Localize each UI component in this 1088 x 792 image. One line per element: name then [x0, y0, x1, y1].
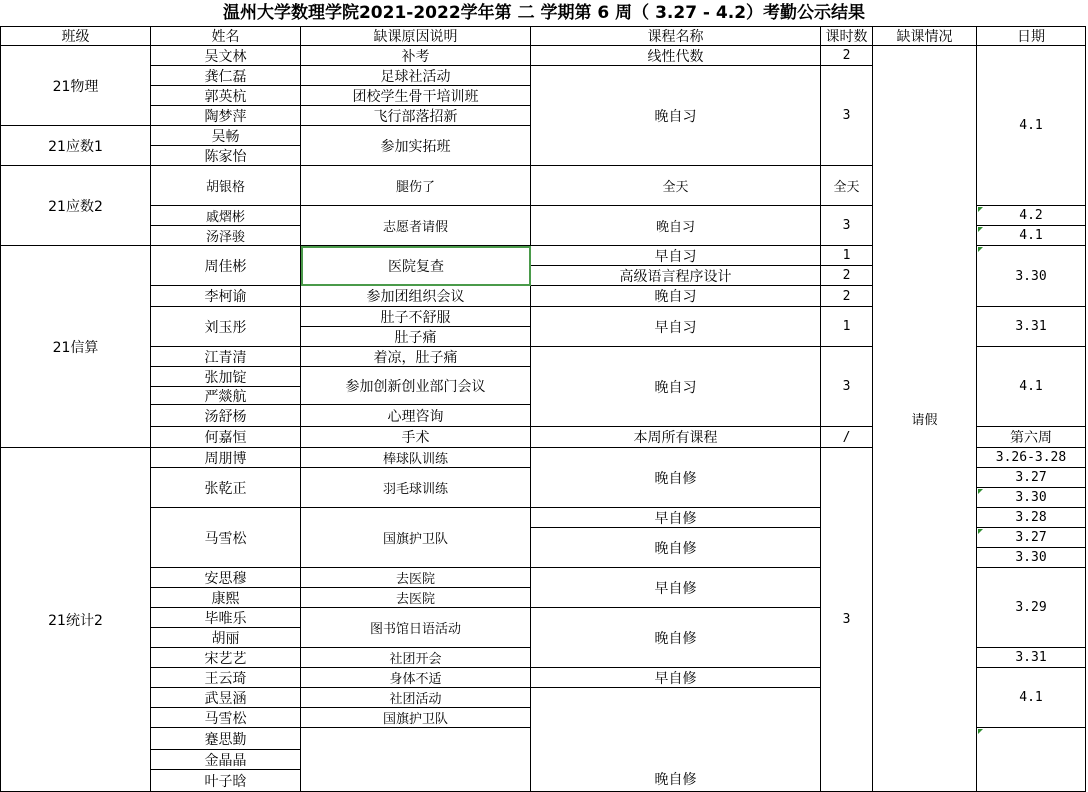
- date-cell[interactable]: 3.31: [977, 648, 1086, 668]
- reason-cell[interactable]: 着凉，肚子痛: [301, 347, 531, 367]
- hours-cell[interactable]: 全天: [821, 166, 873, 206]
- course-cell[interactable]: 线性代数: [531, 46, 821, 66]
- name-cell[interactable]: 郭英杭: [151, 86, 301, 106]
- reason-cell[interactable]: 社团活动: [301, 688, 531, 708]
- name-cell[interactable]: 李柯谕: [151, 286, 301, 307]
- date-cell[interactable]: 3.27: [977, 528, 1086, 548]
- name-cell[interactable]: 汤舒杨: [151, 405, 301, 427]
- name-cell[interactable]: 陈家怡: [151, 146, 301, 166]
- course-cell[interactable]: 早自修: [531, 508, 821, 528]
- reason-cell[interactable]: 飞行部落招新: [301, 106, 531, 126]
- name-cell[interactable]: 陶梦萍: [151, 106, 301, 126]
- hours-cell[interactable]: /: [821, 427, 873, 448]
- name-cell[interactable]: 胡银格: [151, 166, 301, 206]
- hours-cell[interactable]: 2: [821, 266, 873, 286]
- hours-cell[interactable]: 3: [821, 347, 873, 427]
- cell-marker-icon: [978, 489, 983, 494]
- name-cell[interactable]: 吴畅: [151, 126, 301, 146]
- date-cell[interactable]: 4.2: [977, 206, 1086, 226]
- header-course[interactable]: 课程名称: [531, 26, 821, 46]
- class-cell[interactable]: 21应数2: [0, 166, 151, 246]
- reason-cell[interactable]: 参加团组织会议: [301, 286, 531, 307]
- reason-cell[interactable]: 国旗护卫队: [301, 508, 531, 568]
- reason-cell[interactable]: 身体不适: [301, 668, 531, 688]
- course-cell[interactable]: 早自修: [531, 668, 821, 688]
- reason-cell[interactable]: 腿伤了: [301, 166, 531, 206]
- header-name[interactable]: 姓名: [151, 26, 301, 46]
- date-cell[interactable]: 4.1: [977, 226, 1086, 246]
- name-cell[interactable]: 叶子晗: [151, 770, 301, 792]
- class-cell[interactable]: 21应数1: [0, 126, 151, 166]
- sheet-title: 温州大学数理学院2021-2022学年第 二 学期第 6 周（ 3.27 - 4.2）考勤公示结果: [222, 3, 866, 23]
- date-cell[interactable]: 第六周: [977, 427, 1086, 448]
- course-cell[interactable]: 本周所有课程: [531, 427, 821, 448]
- hours-cell[interactable]: 3: [821, 206, 873, 246]
- name-cell[interactable]: 马雪松: [151, 508, 301, 568]
- reason-cell[interactable]: 去医院: [301, 568, 531, 588]
- name-cell[interactable]: 周佳彬: [151, 246, 301, 286]
- name-cell[interactable]: 江青清: [151, 347, 301, 367]
- cell-marker-icon: [978, 729, 983, 734]
- header-hours[interactable]: 课时数: [821, 26, 873, 46]
- reason-cell[interactable]: 参加实拓班: [301, 126, 531, 166]
- name-cell[interactable]: 张乾正: [151, 468, 301, 508]
- name-cell[interactable]: 宋艺艺: [151, 648, 301, 668]
- reason-cell[interactable]: 国旗护卫队: [301, 708, 531, 728]
- course-cell[interactable]: 晚自修: [531, 688, 821, 792]
- reason-cell[interactable]: 社团开会: [301, 648, 531, 668]
- reason-cell[interactable]: 志愿者请假: [301, 206, 531, 246]
- cell-marker-icon: [978, 227, 983, 232]
- name-cell[interactable]: 严燚航: [151, 387, 301, 405]
- hours-cell[interactable]: 3: [821, 448, 873, 792]
- reason-cell[interactable]: [301, 728, 531, 792]
- date-cell[interactable]: [977, 728, 1086, 792]
- name-cell[interactable]: 戚熠彬: [151, 206, 301, 226]
- reason-cell[interactable]: 团校学生骨干培训班: [301, 86, 531, 106]
- status-cell[interactable]: 请假: [873, 46, 977, 792]
- course-cell[interactable]: 早自习: [531, 246, 821, 266]
- date-cell[interactable]: 4.1: [977, 46, 1086, 206]
- hours-cell[interactable]: 2: [821, 46, 873, 66]
- class-cell[interactable]: 21信算: [0, 246, 151, 448]
- name-cell[interactable]: 周朋博: [151, 448, 301, 468]
- reason-cell[interactable]: 手术: [301, 427, 531, 448]
- name-cell[interactable]: 龚仁磊: [151, 66, 301, 86]
- reason-cell[interactable]: 补考: [301, 46, 531, 66]
- reason-cell[interactable]: 肚子不舒服: [301, 307, 531, 327]
- name-cell[interactable]: 王云琦: [151, 668, 301, 688]
- header-reason[interactable]: 缺课原因说明: [301, 26, 531, 46]
- name-cell[interactable]: 康熙: [151, 588, 301, 608]
- reason-cell[interactable]: 肚子痛: [301, 327, 531, 347]
- hours-cell[interactable]: 3: [821, 66, 873, 166]
- name-cell[interactable]: 马雪松: [151, 708, 301, 728]
- date-cell[interactable]: 4.1: [977, 668, 1086, 728]
- course-cell[interactable]: 晚自习: [531, 206, 821, 246]
- reason-cell[interactable]: 参加创新创业部门会议: [301, 367, 531, 405]
- course-cell[interactable]: 高级语言程序设计: [531, 266, 821, 286]
- header-class[interactable]: 班级: [0, 26, 151, 46]
- course-cell[interactable]: 晚自修: [531, 448, 821, 508]
- name-cell[interactable]: 吴文林: [151, 46, 301, 66]
- class-cell[interactable]: 21统计2: [0, 448, 151, 792]
- date-cell[interactable]: 3.30: [977, 548, 1086, 568]
- name-cell[interactable]: 胡丽: [151, 628, 301, 648]
- reason-cell[interactable]: 足球社活动: [301, 66, 531, 86]
- date-cell[interactable]: 3.26-3.28: [977, 448, 1086, 468]
- date-cell[interactable]: 4.1: [977, 347, 1086, 427]
- date-cell[interactable]: 3.30: [977, 246, 1086, 307]
- cell-marker-icon: [978, 529, 983, 534]
- course-cell[interactable]: 晚自修: [531, 528, 821, 568]
- hours-cell[interactable]: 1: [821, 307, 873, 347]
- reason-cell[interactable]: 图书馆日语活动: [301, 608, 531, 648]
- course-cell[interactable]: 早自习: [531, 307, 821, 347]
- hours-cell[interactable]: 2: [821, 286, 873, 307]
- date-cell[interactable]: 3.31: [977, 307, 1086, 347]
- date-cell[interactable]: 3.28: [977, 508, 1086, 528]
- name-cell[interactable]: 蹇思勤: [151, 728, 301, 750]
- course-cell[interactable]: 晚自习: [531, 347, 821, 427]
- header-status[interactable]: 缺课情况: [873, 26, 977, 46]
- hours-cell[interactable]: 1: [821, 246, 873, 266]
- name-cell[interactable]: 金晶晶: [151, 750, 301, 770]
- name-cell[interactable]: 武昱涵: [151, 688, 301, 708]
- name-cell[interactable]: 刘玉彤: [151, 307, 301, 347]
- course-cell[interactable]: 晚自习: [531, 286, 821, 307]
- cell-marker-icon: [978, 207, 983, 212]
- course-cell[interactable]: 晚自习: [531, 66, 821, 166]
- reason-cell[interactable]: 心理咨询: [301, 405, 531, 427]
- course-cell[interactable]: 早自修: [531, 568, 821, 608]
- date-cell[interactable]: 3.27: [977, 468, 1086, 488]
- reason-cell[interactable]: 医院复查: [301, 246, 531, 286]
- name-cell[interactable]: 安思穆: [151, 568, 301, 588]
- header-date[interactable]: 日期: [977, 26, 1086, 46]
- cell-marker-icon: [978, 247, 983, 252]
- name-cell[interactable]: 汤泽骏: [151, 226, 301, 246]
- reason-cell[interactable]: 去医院: [301, 588, 531, 608]
- name-cell[interactable]: 毕唯乐: [151, 608, 301, 628]
- date-cell[interactable]: 3.30: [977, 488, 1086, 508]
- course-cell[interactable]: 晚自修: [531, 608, 821, 668]
- class-cell[interactable]: 21物理: [0, 46, 151, 126]
- name-cell[interactable]: 何嘉恒: [151, 427, 301, 448]
- reason-cell[interactable]: 棒球队训练: [301, 448, 531, 468]
- date-cell[interactable]: 3.29: [977, 568, 1086, 648]
- name-cell[interactable]: 张加锭: [151, 367, 301, 387]
- reason-cell[interactable]: 羽毛球训练: [301, 468, 531, 508]
- course-cell[interactable]: 全天: [531, 166, 821, 206]
